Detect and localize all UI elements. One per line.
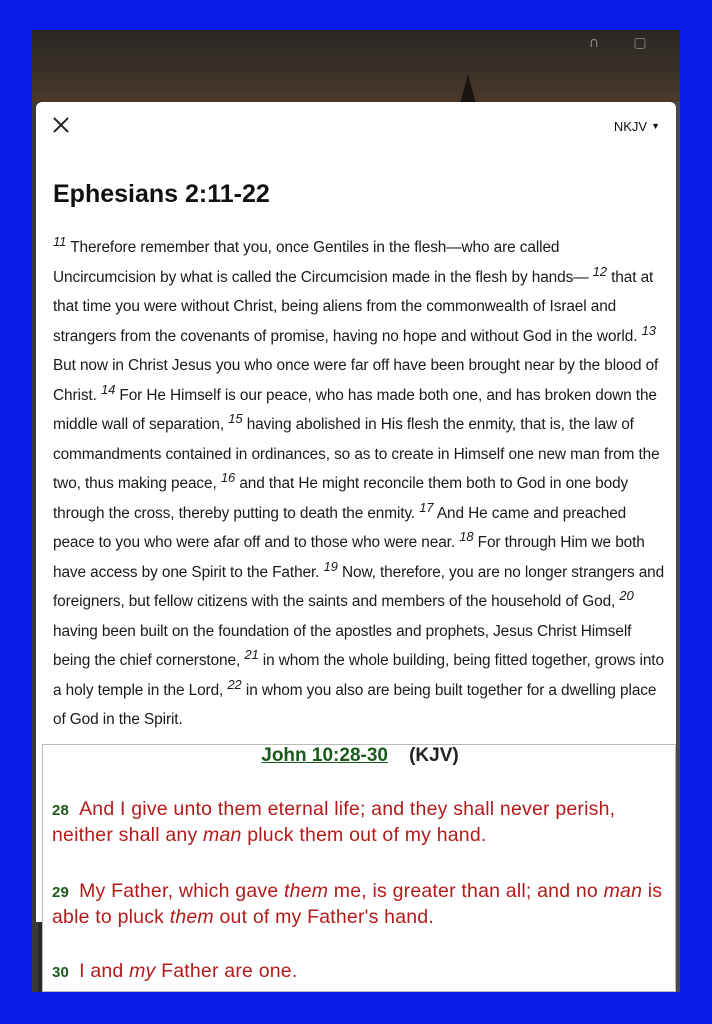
verse-text: Father are one.: [155, 960, 298, 982]
verse-number: 21: [244, 646, 259, 662]
verse-number: 14: [100, 381, 116, 397]
verse-text: My Father, which gave: [79, 880, 284, 902]
verse-number: 15: [228, 410, 243, 426]
verse-text: having been built on the foundation of the apostles and prophets, Jesus Christ Himself being the chief cornerstone,: [53, 622, 632, 669]
verse-number: 20: [619, 587, 634, 603]
video-icon[interactable]: ▢: [633, 35, 647, 51]
verse-number: 19: [323, 558, 338, 574]
verse-number: 30: [52, 964, 70, 981]
verse-text-italic: them: [284, 880, 329, 902]
verse-text: Therefore remember that you, once Gentiles in the flesh—who are called Uncircumcision by what is called the Circumcision made in the flesh by hands—: [53, 239, 589, 286]
building-silhouette: [460, 74, 476, 104]
verse-text: me, is greater than all; and no: [328, 880, 604, 902]
verse-number: 13: [641, 322, 656, 338]
verse-text: out of my Father's hand.: [213, 906, 434, 928]
verse-number: 18: [459, 528, 474, 544]
verse-text: that at that time you were without Christ, being aliens from the commonwealth of Israel and strangers from the covenants of promise, having no hope and without God in the world.: [53, 268, 654, 345]
app-header-image: [32, 30, 680, 102]
close-icon[interactable]: [50, 114, 72, 136]
verse-number: 17: [419, 499, 434, 515]
verse-text: pluck them out of my hand.: [241, 824, 487, 846]
verse-text: I and: [79, 960, 130, 982]
passage-text: [53, 233, 665, 735]
verse-number: 29: [52, 884, 70, 901]
caret-down-icon: ▼: [651, 121, 660, 131]
kjv-verse-card: [42, 744, 676, 992]
verse-number: 16: [220, 469, 236, 485]
passage-title: Ephesians 2:11-22: [53, 180, 270, 208]
verse-text: and that He might reconcile them both to God in one body through the cross, thereby putting to death the enmity.: [53, 475, 629, 522]
kjv-verse-30: [52, 959, 672, 985]
version-label: NKJV: [613, 118, 648, 134]
verse-text-italic: man: [203, 824, 242, 846]
verse-text-italic: them: [169, 906, 214, 928]
kjv-reference: John 10:28-30: [261, 745, 388, 766]
verse-number: 11: [53, 233, 67, 249]
verse-text: But now in Christ Jesus you who once were far off have been brought near by the blood of Christ.: [53, 357, 659, 404]
version-dropdown[interactable]: [614, 116, 660, 136]
verse-number: 12: [592, 263, 607, 279]
kjv-title: [43, 745, 676, 767]
headphones-icon[interactable]: ∩: [588, 35, 600, 51]
verse-number: 28: [52, 802, 70, 819]
verse-text: And I give unto them eternal life; and they shall never perish, neither shall any: [52, 798, 616, 846]
verse-text: Now, therefore, you are no longer strangers and foreigners, but fellow citizens with the saints and members of the household of God,: [53, 563, 665, 610]
verse-text-italic: my: [129, 960, 156, 982]
verse-text-italic: man: [603, 880, 643, 902]
kjv-verse-29: [52, 879, 672, 929]
verse-text: And He came and preached peace to you who were afar off and to those who were near.: [53, 504, 627, 551]
verse-text: For through Him we both have access by one Spirit to the Father.: [53, 534, 645, 581]
verse-text: For He Himself is our peace, who has made both one, and has broken down the middle wall of separation,: [53, 386, 657, 433]
kjv-verse-28: [52, 797, 672, 847]
verse-text: is able to pluck: [52, 880, 663, 928]
kjv-translation: (KJV): [409, 745, 459, 766]
verse-text: having abolished in His flesh the enmity, that is, the law of commandments contained in ordinances, so as to create in Himself one new man from the two, thus making peace,: [53, 416, 660, 492]
verse-number: 22: [227, 676, 242, 692]
verse-text: in whom you also are being built together for a dwelling place of God in the Spirit.: [53, 681, 657, 728]
verse-text: in whom the whole building, being fitted together, grows into a holy temple in the Lord,: [53, 652, 664, 699]
